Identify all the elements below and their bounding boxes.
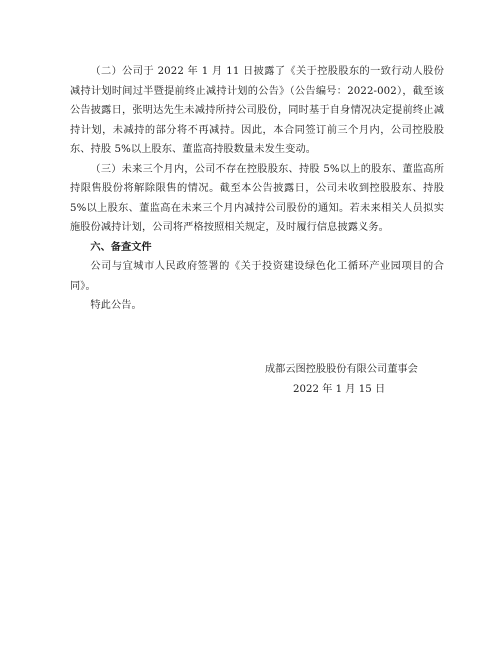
signature-block	[0, 360, 500, 400]
document-body	[70, 62, 444, 316]
paragraph-item-2: （二）公司于 2022 年 1 月 11 日披露了《关于控股股东的一致行动人股份减持计划时间过半暨提前终止减持计划的公告》（公告编号：2022-002），截至该公告披露日，张明达先生未减持所持公司股份，同时基于自身情况决定提前终止减持计划，未减持的部分将不再减持。因此，本合同签订前三个月内，公司控股股东、持股 5%以上股东、董监高持股数量未发生变动。	[70, 66, 444, 155]
signature-date: 2022 年 1 月 15 日	[293, 384, 386, 395]
signature-company: 成都云图控股股份有限公司董事会	[265, 364, 418, 375]
closing-statement: 特此公告。	[90, 300, 142, 311]
section-heading-reference-documents: 六、备查文件	[90, 241, 152, 253]
paragraph-item-3: （三）未来三个月内，公司不存在控股股东、持股 5%以上的股东、董监高所持限售股份将解除限售的情况。截至本公告披露日，公司未收到控股股东、持股 5%以上股东、董监高在未来三个月内减持公司股份的通知。若未来相关人员拟实施股份减持计划，公司将严格按照相关规定，及时履行信息披露义务。	[70, 163, 444, 233]
reference-document-text: 公司与宜城市人民政府签署的《关于投资建设绿色化工循环产业园项目的合同》。	[70, 261, 444, 292]
